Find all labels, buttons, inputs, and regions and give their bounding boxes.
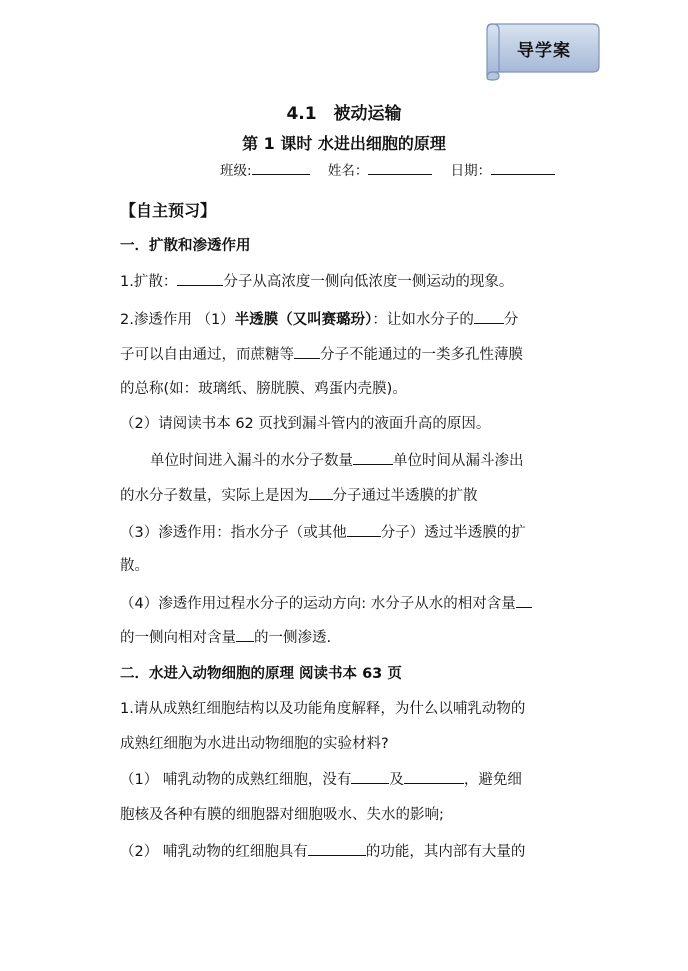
text-line-7: 的水分子数量，实际上是因为 分子通过半透膜的扩散 [120, 485, 478, 506]
blank[interactable] [353, 450, 393, 465]
blank[interactable] [351, 769, 389, 784]
text-line-8: （3）渗透作用：指水分子（或其他 分子）透过半透膜的扩 [120, 522, 526, 543]
name-blank[interactable] [368, 160, 432, 175]
date-field: 日期： [451, 160, 556, 181]
blank[interactable] [236, 627, 254, 642]
page-title: 4.1 被动运输 [286, 104, 402, 124]
text-line-5: （2）请阅读书本 62 页找到漏斗管内的液面升高的原因。 [120, 416, 491, 432]
text-line-12: 1.请从成熟红细胞结构以及功能角度解释，为什么以哺乳动物的 [120, 701, 526, 717]
text-line-6: 单位时间进入漏斗的水分子数量 单位时间从漏斗渗出 [150, 450, 524, 471]
section-preview: 【自主预习】 [120, 201, 217, 220]
blank[interactable] [516, 593, 532, 608]
text-line-14: （1） 哺乳动物的成熟红细胞，没有 及 ，避免细 [120, 769, 522, 790]
date-blank[interactable] [491, 160, 555, 175]
text-line-13: 成熟红细胞为水进出动物细胞的实验材料? [120, 736, 389, 752]
text-line-16: （2） 哺乳动物的红细胞具有 的功能，其内部有大量的 [120, 841, 525, 862]
name-field: 姓名： [328, 160, 433, 181]
text-line-9: 散。 [120, 558, 149, 574]
text-line-3: 子可以自由通过，而蔗糖等 分子不能通过的一类多孔性薄膜 [120, 344, 523, 365]
blank[interactable] [177, 271, 223, 286]
badge-label: 导学案 [517, 41, 571, 61]
class-blank[interactable] [252, 160, 310, 175]
blank[interactable] [474, 309, 504, 324]
blank[interactable] [347, 522, 381, 537]
blank[interactable] [308, 841, 366, 856]
study-guide-badge [481, 18, 601, 82]
class-field: 班级: [220, 160, 310, 181]
section-heading-1: 一．扩散和渗透作用 [120, 238, 251, 254]
blank[interactable] [404, 769, 464, 784]
info-row [220, 160, 569, 181]
text-line-4: 的总称(如：玻璃纸、膀胱膜、鸡蛋内壳膜)。 [120, 381, 407, 397]
text-line-10: （4）渗透作用过程水分子的运动方向: 水分子从水的相对含量 [120, 593, 532, 614]
text-line-1: 1.扩散： 分子从高浓度一侧向低浓度一侧运动的现象。 [120, 271, 513, 292]
blank[interactable] [309, 485, 333, 500]
text-line-11: 的一侧向相对含量 的一侧渗透. [120, 627, 331, 648]
blank[interactable] [294, 344, 320, 359]
text-line-2: 2.渗透作用 （1）半透膜（又叫赛璐玢）：让如水分子的 分 [120, 309, 518, 330]
text-line-15: 胞核及各种有膜的细胞器对细胞吸水、失水的影响; [120, 807, 444, 823]
page-subtitle: 第 1 课时 水进出细胞的原理 [242, 134, 446, 153]
section-heading-2: 二．水进入动物细胞的原理 阅读书本 63 页 [120, 666, 402, 682]
